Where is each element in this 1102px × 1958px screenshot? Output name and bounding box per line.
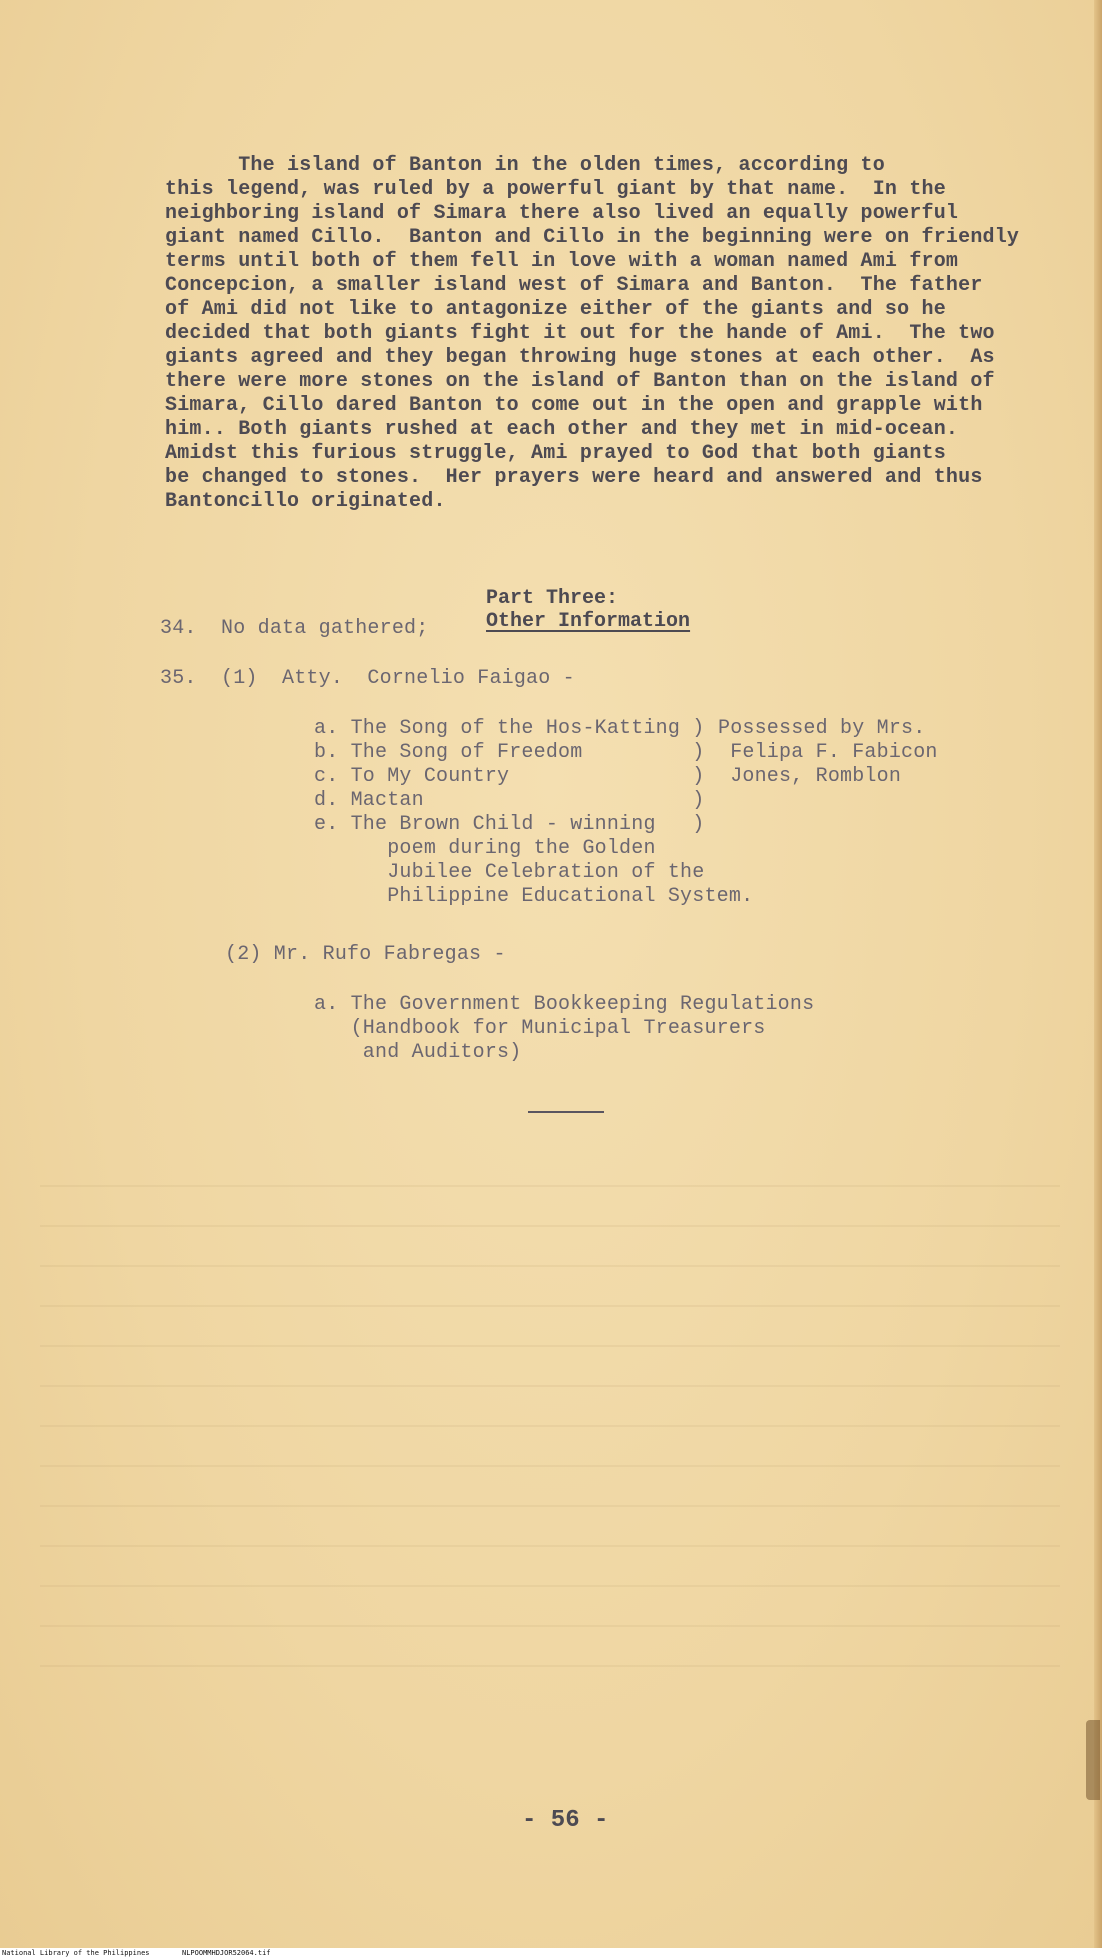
legend-line: terms until both of them fell in love with a woman named Ami from (165, 250, 959, 273)
scan-footer (0, 1948, 1102, 1958)
legend-line: of Ami did not like to antagonize either of the giants and so he (165, 298, 946, 321)
legend-line: there were more stones on the island of Banton than on the island of (165, 370, 995, 393)
footer-source: National Library of the Philippines (2, 1949, 150, 1957)
possession-line: Jones, Romblon (718, 765, 902, 788)
work-item-continued: poem during the Golden (314, 837, 656, 860)
section-title: Other Information (486, 610, 691, 633)
ghost-rule (40, 1465, 1060, 1467)
ghost-rule (40, 1505, 1060, 1507)
legend-line: Bantoncillo originated. (165, 490, 446, 513)
footer-filename: NLPOOMMHDJOR52064.tif (182, 1949, 271, 1957)
ghost-rule (40, 1665, 1060, 1667)
legend-line: Amidst this furious struggle, Ami prayed to God that both giants (165, 442, 946, 465)
possession-line: Possessed by Mrs. (718, 717, 926, 740)
work-item: e. The Brown Child - winning ) (314, 813, 705, 836)
work-item: c. To My Country ) (314, 765, 705, 788)
ghost-rule (40, 1345, 1060, 1347)
legend-line: giant named Cillo. Banton and Cillo in the beginning were on friendly (165, 226, 1020, 249)
legend-line: him.. Both giants rushed at each other and they met in mid-ocean. (165, 418, 959, 441)
section-divider (528, 1111, 604, 1113)
binding-stain (1086, 1720, 1100, 1800)
item-34: 34. No data gathered; (160, 617, 429, 640)
item-35-2: (2) Mr. Rufo Fabregas - (225, 943, 506, 966)
work-item: a. The Song of the Hos-Katting ) (314, 717, 705, 740)
work-item: a. The Government Bookkeeping Regulations (314, 993, 815, 1016)
work-item-continued: and Auditors) (314, 1041, 522, 1064)
ghost-rule (40, 1585, 1060, 1587)
legend-line: this legend, was ruled by a powerful giant by that name. In the (165, 178, 946, 201)
legend-line: Simara, Cillo dared Banton to come out in the open and grapple with (165, 394, 983, 417)
work-item-continued: Philippine Educational System. (314, 885, 754, 908)
item-35: 35. (1) Atty. Cornelio Faigao - (160, 667, 575, 690)
possession-line: Felipa F. Fabicon (718, 741, 938, 764)
work-item-continued: (Handbook for Municipal Treasurers (314, 1017, 766, 1040)
ghost-rule (40, 1385, 1060, 1387)
section-heading (462, 564, 690, 633)
ghost-rule (40, 1225, 1060, 1227)
legend-line: neighboring island of Simara there also lived an equally powerful (165, 202, 959, 225)
work-item: d. Mactan ) (314, 789, 705, 812)
legend-line: The island of Banton in the olden times, according to (165, 154, 885, 177)
ghost-rule (40, 1425, 1060, 1427)
ghost-rule (40, 1305, 1060, 1307)
work-item-continued: Jubilee Celebration of the (314, 861, 705, 884)
ghost-rule (40, 1625, 1060, 1627)
legend-line: giants agreed and they began throwing huge stones at each other. As (165, 346, 995, 369)
section-label: Part Three: (486, 587, 619, 610)
ghost-rule (40, 1185, 1060, 1187)
page-number: - 56 - (522, 1807, 609, 1834)
work-item: b. The Song of Freedom ) (314, 741, 705, 764)
page-edge (1094, 0, 1102, 1948)
legend-line: Concepcion, a smaller island west of Simara and Banton. The father (165, 274, 983, 297)
legend-line: decided that both giants fight it out for the hande of Ami. The two (165, 322, 995, 345)
ghost-rule (40, 1545, 1060, 1547)
ghost-rule (40, 1265, 1060, 1267)
legend-line: be changed to stones. Her prayers were heard and answered and thus (165, 466, 983, 489)
